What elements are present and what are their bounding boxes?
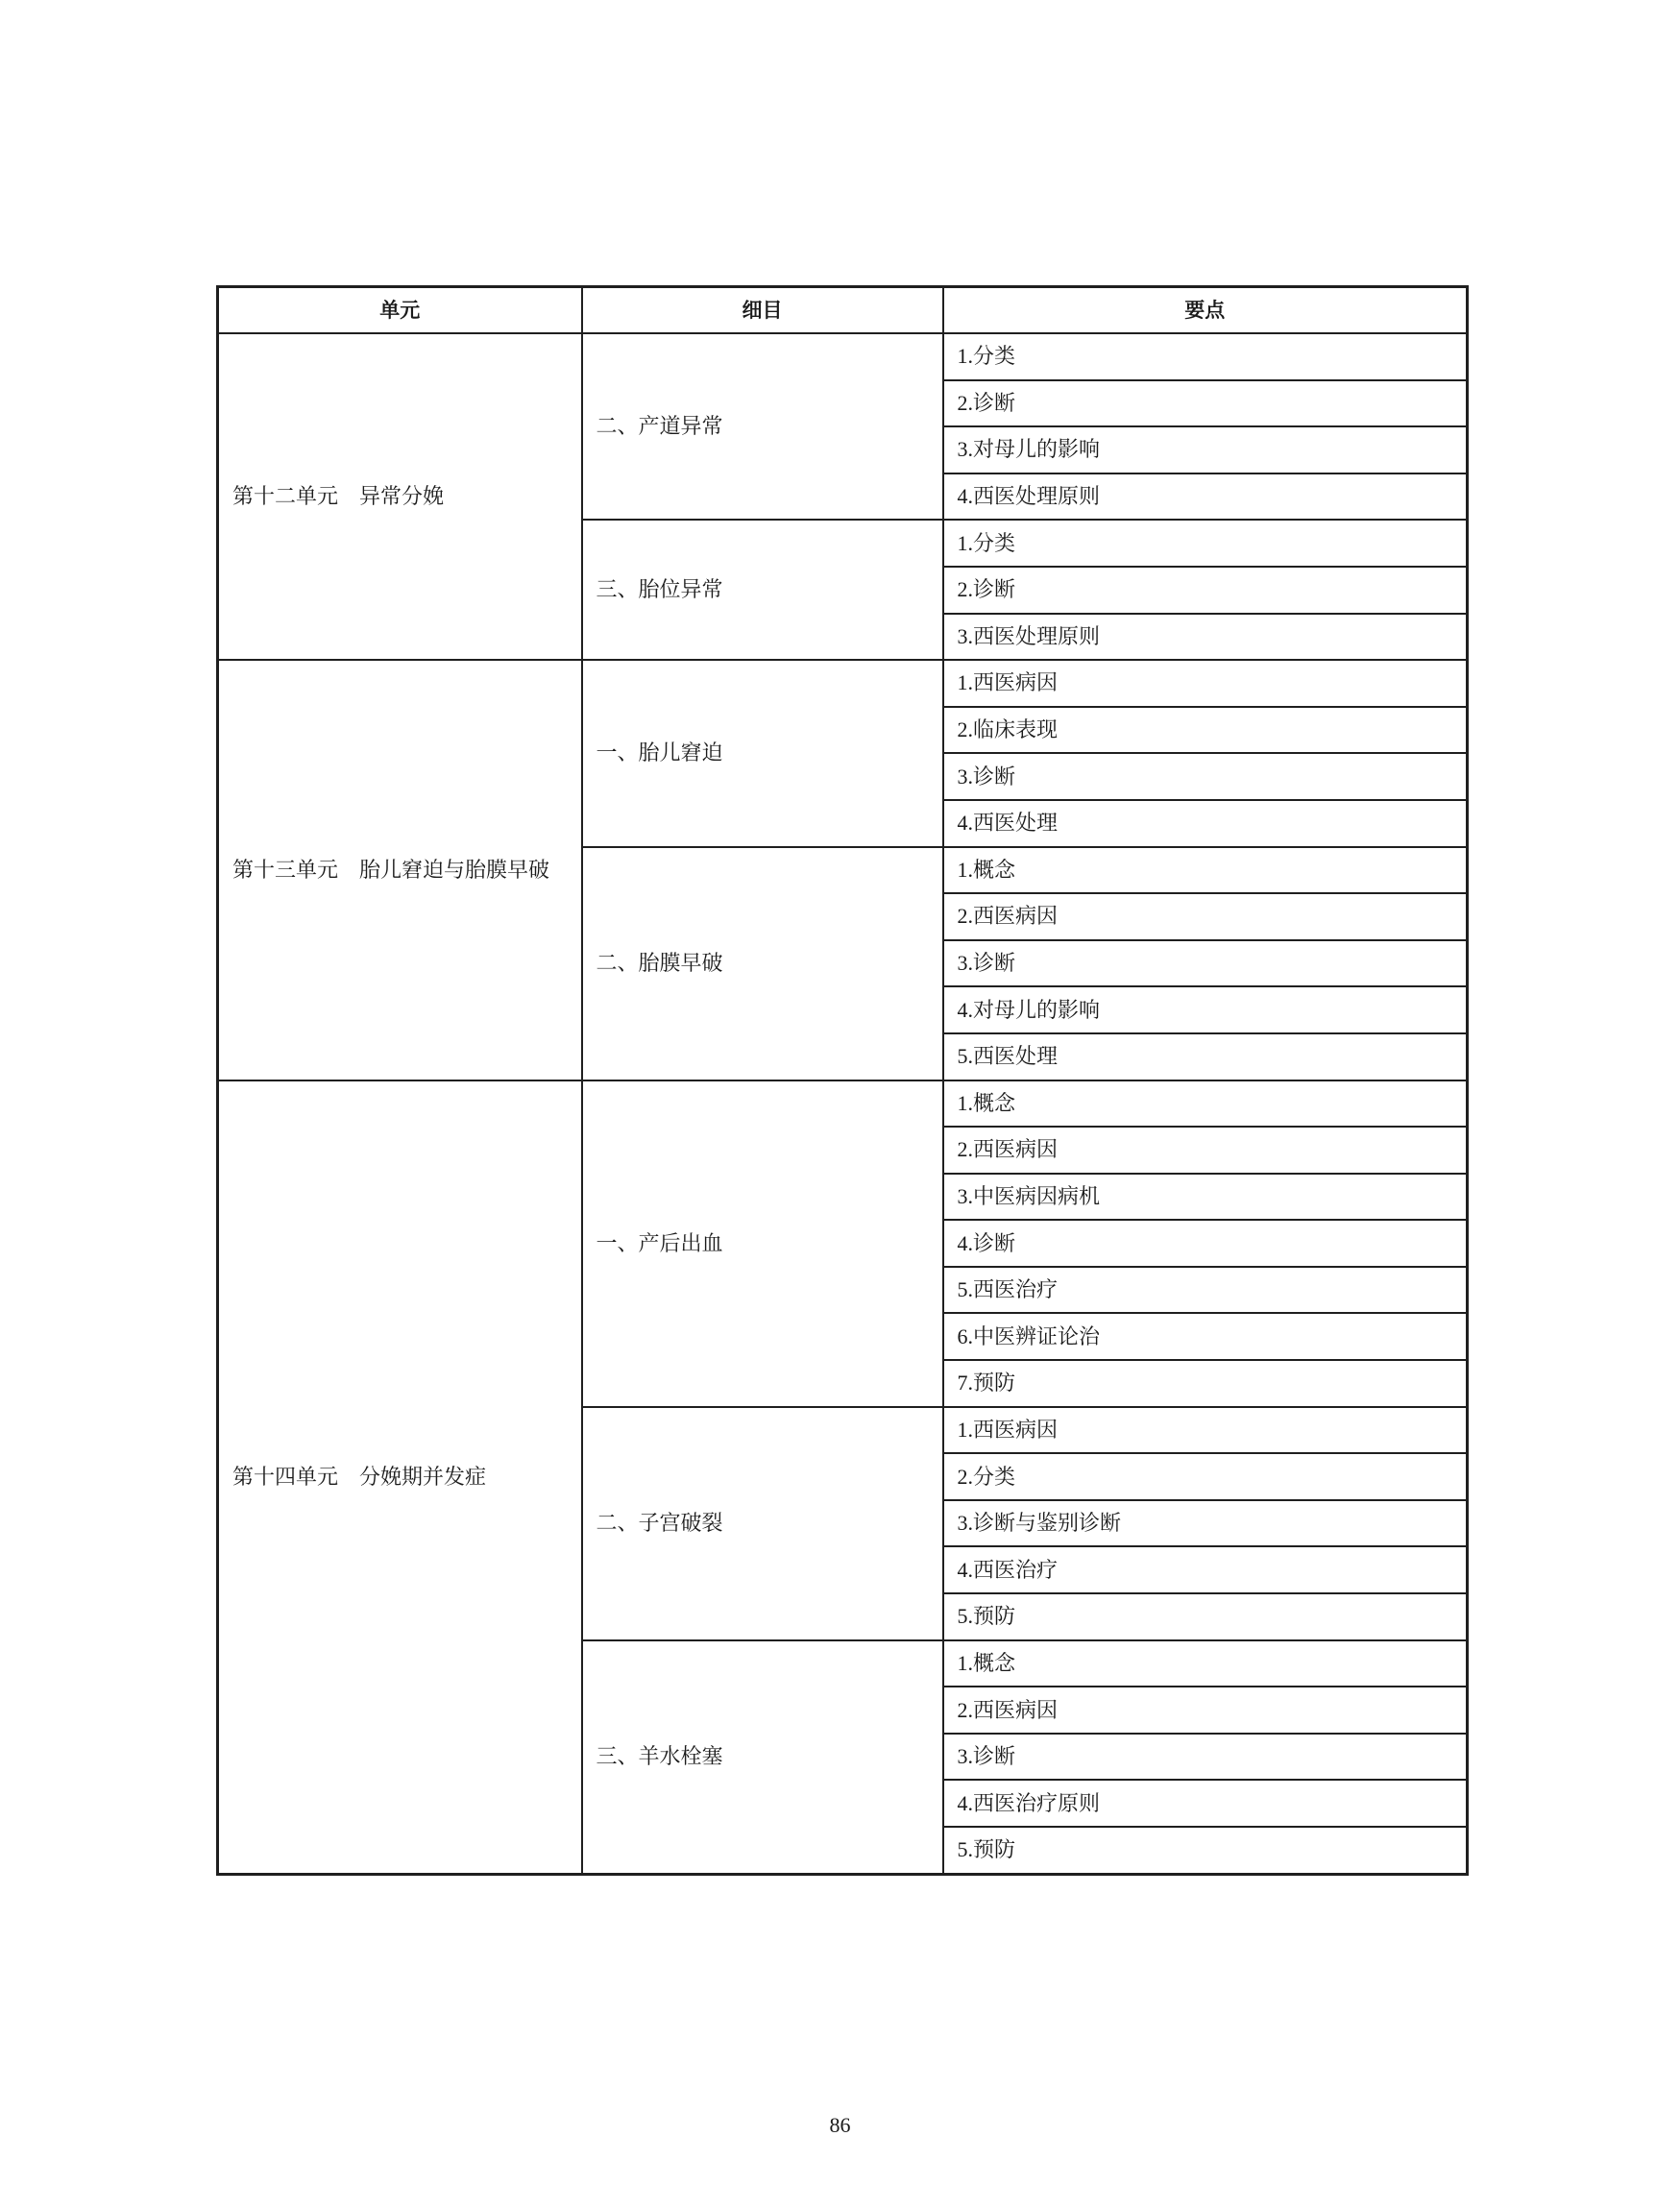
point-cell: 1.概念 [943,1080,1468,1128]
page-number: 86 [829,2113,851,2137]
point-cell: 4.西医处理原则 [943,473,1468,521]
point-cell: 5.预防 [943,1593,1468,1640]
item-cell: 二、胎膜早破 [582,847,943,1080]
item-cell: 一、产后出血 [582,1080,943,1407]
point-cell: 2.分类 [943,1453,1468,1500]
point-cell: 1.概念 [943,1640,1468,1687]
table-row [218,1080,1468,1128]
point-cell: 2.西医病因 [943,1127,1468,1174]
point-cell: 5.西医治疗 [943,1267,1468,1314]
point-cell: 4.西医治疗原则 [943,1780,1468,1827]
syllabus-table [216,285,1469,1876]
unit-cell: 第十四单元 分娩期并发症 [218,1080,582,1875]
point-cell: 4.西医治疗 [943,1546,1468,1593]
point-cell: 2.诊断 [943,380,1468,427]
item-cell: 一、胎儿窘迫 [582,660,943,846]
item-cell: 二、子宫破裂 [582,1407,943,1640]
point-cell: 1.西医病因 [943,660,1468,707]
point-cell: 1.西医病因 [943,1407,1468,1454]
point-cell: 3.中医病因病机 [943,1174,1468,1221]
header-item: 细目 [582,287,943,334]
item-cell: 三、羊水栓塞 [582,1640,943,1874]
point-cell: 4.对母儿的影响 [943,986,1468,1033]
unit-cell: 第十三单元 胎儿窘迫与胎膜早破 [218,660,582,1080]
point-cell: 3.诊断与鉴别诊断 [943,1500,1468,1547]
point-cell: 3.西医处理原则 [943,614,1468,661]
point-cell: 5.预防 [943,1827,1468,1874]
point-cell: 6.中医辨证论治 [943,1313,1468,1360]
point-cell: 4.诊断 [943,1220,1468,1267]
point-cell: 3.对母儿的影响 [943,426,1468,473]
table-row [218,660,1468,707]
table-row [218,333,1468,380]
item-cell: 三、胎位异常 [582,520,943,660]
point-cell: 2.临床表现 [943,707,1468,754]
point-cell: 1.分类 [943,520,1468,567]
point-cell: 2.诊断 [943,567,1468,614]
point-cell: 5.西医处理 [943,1033,1468,1080]
point-cell: 1.概念 [943,847,1468,894]
point-cell: 7.预防 [943,1360,1468,1407]
unit-cell: 第十二单元 异常分娩 [218,333,582,660]
point-cell: 1.分类 [943,333,1468,380]
header-unit: 单元 [218,287,582,334]
point-cell: 3.诊断 [943,753,1468,800]
item-cell: 二、产道异常 [582,333,943,520]
header-points: 要点 [943,287,1468,334]
point-cell: 2.西医病因 [943,893,1468,940]
header-row [218,287,1468,334]
point-cell: 3.诊断 [943,1734,1468,1781]
point-cell: 4.西医处理 [943,800,1468,847]
point-cell: 3.诊断 [943,940,1468,987]
point-cell: 2.西医病因 [943,1687,1468,1734]
